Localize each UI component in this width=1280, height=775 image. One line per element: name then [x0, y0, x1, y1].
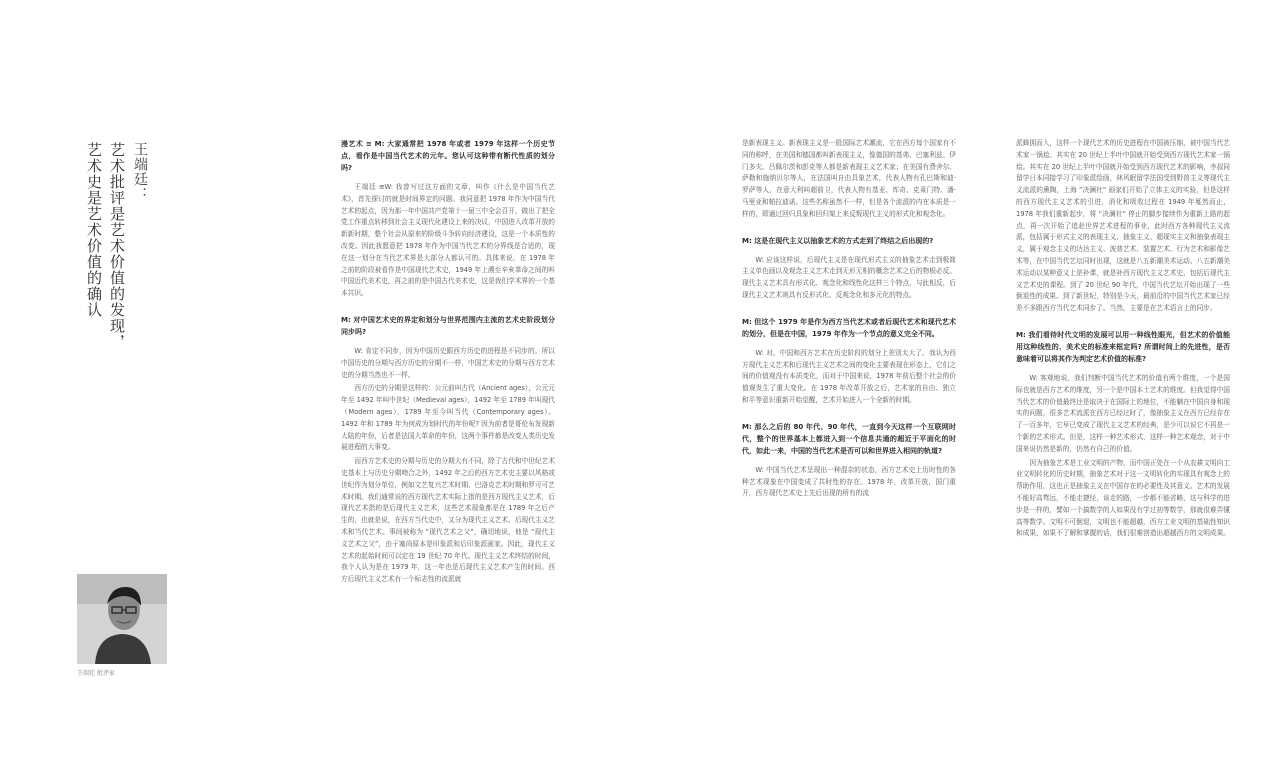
- title-line-2: 艺术史是艺术价值的确认: [85, 142, 103, 318]
- answer-paragraph: 而西方艺术史的分期与历史的分期大有不同，除了古代和中世纪艺术史基本上与历史分期吻合之外，1492 年之后的西方艺术史主要以风格或世纪作为划分单位，例如文艺复兴艺术时期、巴洛克艺术时期和罗可可艺术时期。我们通常说的西方现代艺术实际上指的是西方现代主义艺术，后现代艺术指的是后现代主义艺术，这些艺术现象都是在 1789 年之后产生的，也就是说，在西方当代史中，又分为现代主义艺术、后现代主义艺术和当代艺术。事间被称为 “现代艺术之父”，确切地说，他是 “现代主义艺术之父”，由于塞尚原本是印象派和后印象派画家。因此，现代主义艺术的起始时间可以定在 19 世纪 70 年代。现代主义艺术终结的时间，我个人认为是在 1979 年，这一年也是后现代主义艺术产生的时间。西方后现代主义艺术有一个标志性的流派就: [341, 457, 556, 584]
- answer-paragraph: 王端廷 ≡W: 我曾写过这方面的文章，叫作《什么是中国当代艺术》，首先探讨的就是时间界定的问题。我同意把 1978 年作为中国当代艺术的起点，因为那一年中国共产党第十一届三中全会召开，做出了把全党工作重点转移到社会主义现代化建设上来的决议，中国进入改革开放的新新时期，整个社会从原来的阶级斗争转向经济建设，这是一个本质性的改变。因此我愿意把 1978 年作为中国当代艺术的分界线是合适的，现在这一划分在当代艺术界是大部分人都认可的。具体来说，在 1978 年之前的阶段被看作是中国现代艺术史，1949 年上溯至辛亥革命之间的叫中国近代美术史，再之前的是中国古代美术史，这是我们学术界的一个基本共识。: [341, 183, 555, 298]
- question: 漫艺术 ≡ M: 大家通常把 1978 年或者 1979 年这样一个历史节点，看作是中国当代艺术的元年。您认可这种带有断代性质的划分吗?: [341, 140, 555, 172]
- question: M: 这是在现代主义以抽象艺术的方式走到了终结之后出现的?: [742, 236, 934, 245]
- answer-paragraph: 因为抽象艺术是工业文明的产物，而中国正处在一个从农耕文明向工业文明转化的历史时期，抽象艺术对于这一文明转化的实现具有观念上的帮助作用，这也正是抽象主义在中国存在的必要性及其意义。艺术的发展不能好高骛远，不能走捷径，该走的路，一步都不能省略，这与科学的进步是一样的，譬如一个搞数学的人如果没有学过初等数学，那就很难弄懂高等数学。文明不可倒退，文明也不能超越，西方工业文明的基础性知识和成果，如果不了解和掌握的话，我们很难创造出超越西方的文明成果。: [1016, 458, 1231, 538]
- answer-paragraph: W: 应该这样说，后现代主义是在现代形式主义的抽象艺术走到极简主义单色画以及观念主义艺术走到无形无相的概念艺术之后的物极必反。现代主义艺术具有形式化、观念化和线性化这样三个特点，与此相反，后现代主义艺术则具有反形式化、反观念化和多元化的特点。: [742, 255, 956, 299]
- answer-paragraph: 派蜂拥而入，这样一个现代艺术的历史进程在中国被压缩，被中国当代艺术家一锅烩。其实在 20 世纪上半叶中国就开始受到西方现代艺术家一锅烩。其实在 20 世纪上半叶中国就开始受到西方现代艺术的影响，李叔同留学日本同接学习了印象派绘画，林风眠留学法国受到野兽主义等现代主义流派的熏陶，上海 “决澜社” 画家们开始了立体主义的实验，但是这样的西方现代主义艺术的引进，消化和吸收过程在 1949 年戛然而止，1978 年我们重新起步，将 “决澜社” 停止的脚步接续作为重新上路的起点，再一次开始了追赶世界艺术进程的事业，此时西方各种现代主义流派，包括属于形式主义的表现主义、抽象主义、超现实主义和抽象表现主义，属于观念主义的达达主义、波普艺术、装置艺术、行为艺术和影像艺术等，在中国当代艺坛同时出现，这就是八五新潮美术运动。八五新潮美术运动以某种意义上是补课，就是补西方现代主义艺术史，包括后现代主义艺术史的课程。到了 20 世纪 90 年代，中国当代艺坛开始出现了一些倒退性的成果。到了新世纪，特别是今天，最前沿的中国当代艺术家已经差不多跟西方当代艺术同步了。当然，主要是在艺术语言上的同步。: [1016, 139, 1230, 313]
- answer-paragraph: 是新表现主义。新表现主义是一股国际艺术潮流，它在西方每个国家有不同的称呼，在美国和德国都叫新表现主义，像德国的基弗、巴塞利兹、伊门多夫、吕佩尔茨和彭克等人都是新表现主义艺术家；在美国有费舍尔、萨勒和施纳贝尔等人，在法国叫自由具象艺术，代表人物有孔巴斯和迪·罗萨等人，在意大利叫超前卫，代表人物有基亚、库奇、克莱门特、潘·马里亚和帕拉迪诺。这些名称虽然不一样，但是各个流派的内在本质是一样的，即通过回归具象和回归架上来反叛现代主义的形式化和观念化。: [742, 139, 956, 218]
- title-line-1: 艺术批评是艺术价值的发现，: [108, 142, 126, 350]
- answer-paragraph: 西方历史的分期是这样的：公元前叫古代（Ancient ages），公元元年至 1492 年叫中世纪（Medieval ages），1492 年至 1789 年叫现代（Modern ages），1789 年至今叫当代（Contemporary ages）。1492 年和 1789 年为何成为划时代的年份呢? 因为前者是哥伦布发现新大陆的年份，后者是法国大革命的年份，这两个事件都是改变人类历史发展进程的大事变。: [341, 384, 555, 452]
- answer-paragraph: W: 客观地说，我们判断中国当代艺术的价值有两个维度，一个是国际也就是西方艺术的维度，另一个是中国本土艺术的维度。但我觉得中国当代艺术的价值最终还是取决于在国际上的地位，不能躺在中国自身和现实的问题，很多艺术流派在西方已经过时了，像抽象主义在西方已经存在了一百多年，它早已变成了现代主义艺术的经典，是少可以说它不再是一个新的艺术形式。但是，这样一种艺术形式，这样一种艺术观念，对于中国来说仍然是新的，仍然有自己的价值。: [1016, 373, 1230, 453]
- vertical-title: [85, 142, 148, 432]
- photo-caption: 王端廷 批评家: [77, 670, 115, 677]
- title-name: 王端廷：: [132, 142, 148, 202]
- portrait-photo: [77, 574, 167, 664]
- question: M: 对中国艺术史的界定和划分与世界范围内主流的艺术史阶段划分同步吗?: [341, 315, 555, 336]
- text-column-1: [341, 138, 555, 588]
- question: M: 但这个 1979 年是作为西方当代艺术或者后现代艺术和现代艺术的划分，但是在中国，1979 年作为一个节点的意义完全不同。: [742, 317, 956, 338]
- question: M: 我们看待时代文明的发展可以用一种线性眼光，但艺术的价值能用这种线性的、美术史的标准来框定吗? 所谓时间上的先进性，是否意味着可以将其作为判定艺术价值的标准?: [1016, 330, 1230, 363]
- answer-paragraph: W: 中国当代艺术呈现出一种混杂的状态，西方艺术史上历时性的各种艺术现象在中国变成了共时性的存在。1978 年，改革开放，国门重开，西方现代艺术史上先后出现的所有的流: [742, 465, 956, 498]
- question: M: 那么之后的 80 年代、90 年代，一直到今天这样一个互联网时代，整个的世界基本上都进入到一个信息共通的超近于平面化的时代，如此一来，中国的当代艺术是否可以和世界进入相同的轨道?: [742, 422, 956, 455]
- answer-paragraph: W: 肯定不同步，因为中国历史跟西方历史的进程是不同步的。所以中国历史的分期与西方历史的分期不一样，中国艺术史的分期与西方艺术史的分期当然也不一样。: [341, 346, 555, 379]
- text-column-3: [1016, 138, 1230, 542]
- answer-paragraph: W: 对。中国和西方艺术在历史阶段的划分上差别太大了。我认为西方现代主义艺术和后现代主义艺术之间的变化主要表现在形态上，它们之间的价值观没有本质变化，而对于中国来说，1978 年前后整个社会的价值观发生了重大变化。在 1978 年改革开放之后，艺术家的自由、独立和平等意识重新开始觉醒，艺术开始进入一个全新的时期。: [742, 348, 956, 404]
- text-column-2: [742, 138, 956, 502]
